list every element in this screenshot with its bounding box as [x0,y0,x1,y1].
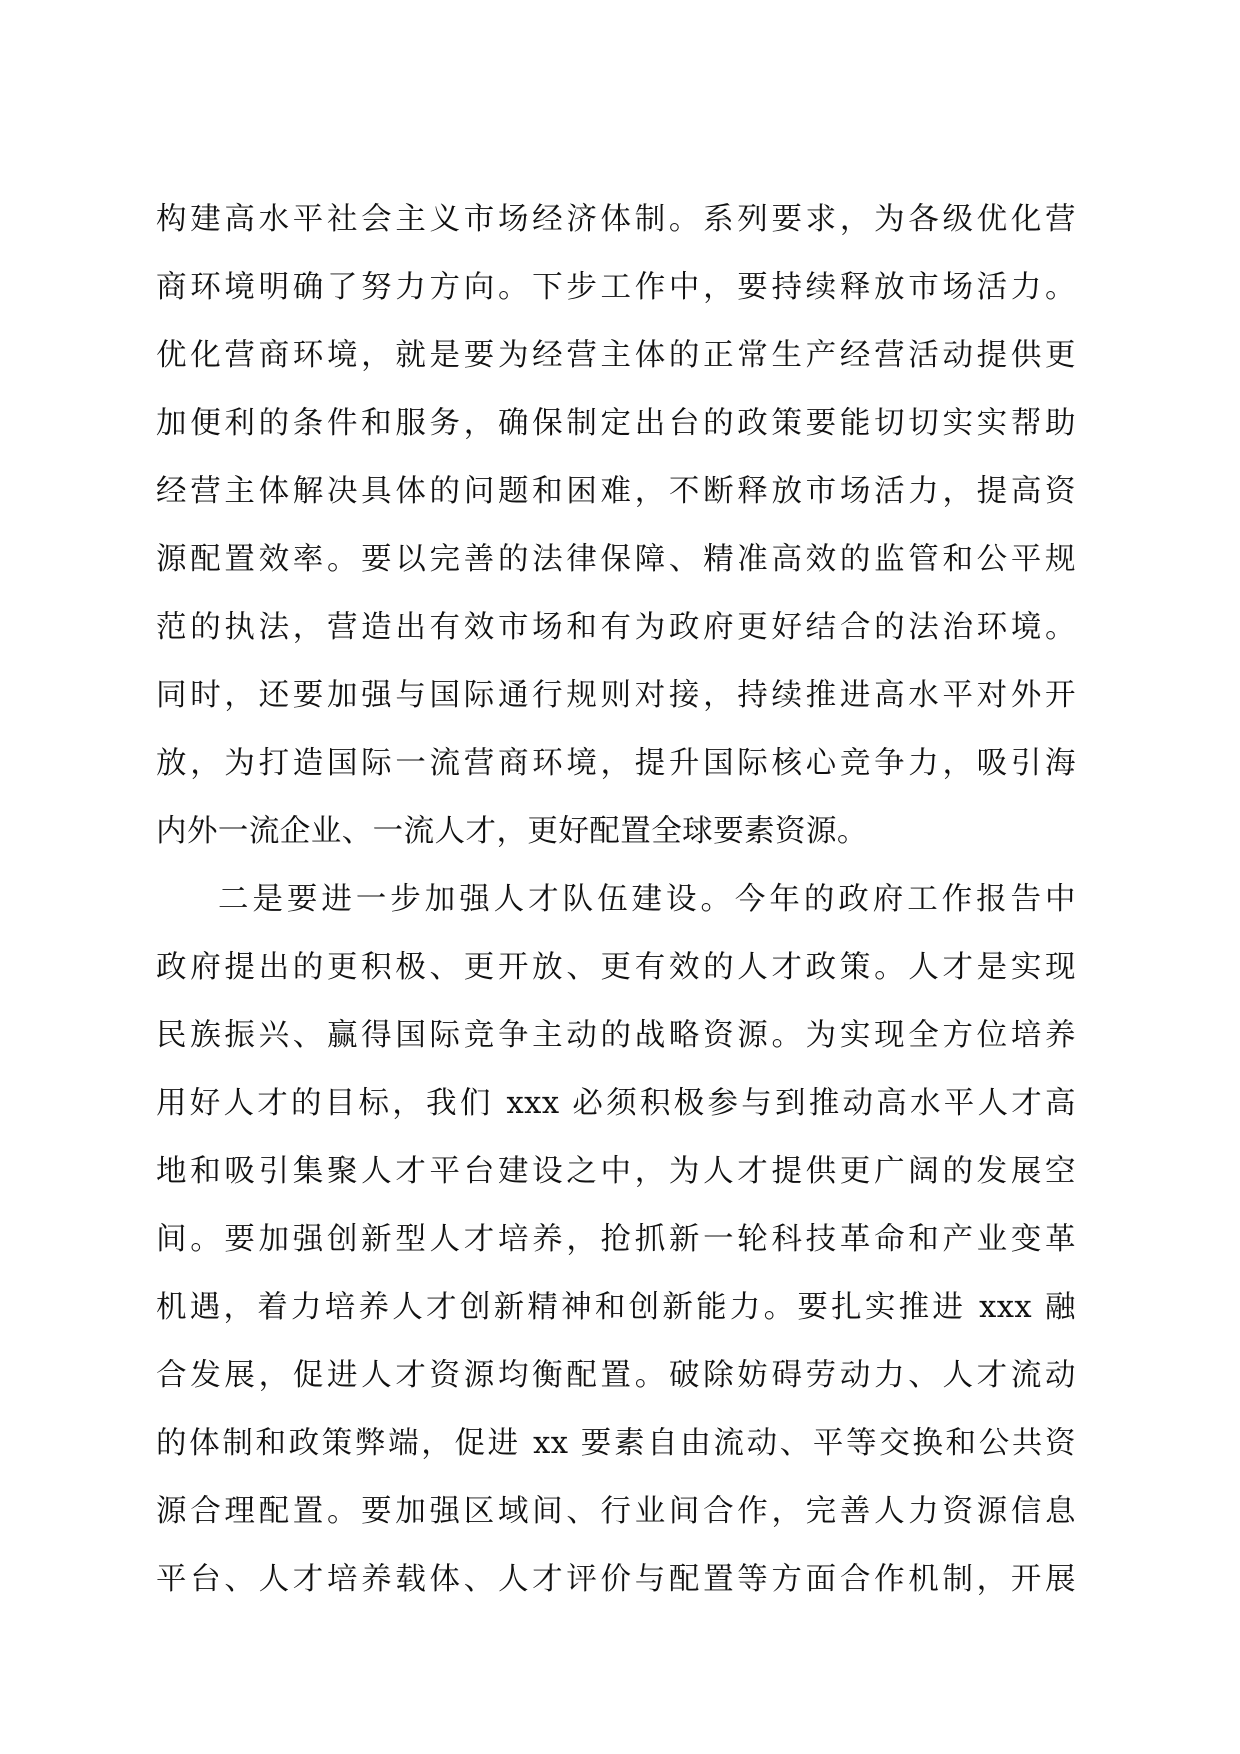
text-line: 机遇，着力培养人才创新精神和创新能力。要扎实推进 xxx 融 [156,1290,1076,1325]
text-line: 构建高水平社会主义市场经济体制。系列要求，为各级优化营 [156,202,1076,237]
text-line: 用好人才的目标，我们 xxx 必须积极参与到推动高水平人才高 [156,1086,1076,1121]
text-line: 平台、人才培养载体、人才评价与配置等方面合作机制，开展 [156,1562,1076,1597]
text-line: 放，为打造国际一流营商环境，提升国际核心竞争力，吸引海 [156,746,1076,781]
paragraph-first-line: 二是要进一步加强人才队伍建设。今年的政府工作报告中 [218,882,1076,917]
text-line: 政府提出的更积极、更开放、更有效的人才政策。人才是实现 [156,950,1076,985]
text-line: 内外一流企业、一流人才，更好配置全球要素资源。 [156,814,868,849]
text-line: 间。要加强创新型人才培养，抢抓新一轮科技革命和产业变革 [156,1222,1076,1257]
text-line: 源合理配置。要加强区域间、行业间合作，完善人力资源信息 [156,1494,1076,1529]
text-line: 民族振兴、赢得国际竞争主动的战略资源。为实现全方位培养 [156,1018,1076,1053]
text-line: 地和吸引集聚人才平台建设之中，为人才提供更广阔的发展空 [156,1154,1076,1189]
body-text [156,186,1076,1614]
text-line: 源配置效率。要以完善的法律保障、精准高效的监管和公平规 [156,542,1076,577]
text-line: 范的执法，营造出有效市场和有为政府更好结合的法治环境。 [156,610,1076,645]
text-line: 商环境明确了努力方向。下步工作中，要持续释放市场活力。 [156,270,1076,305]
text-line: 优化营商环境，就是要为经营主体的正常生产经营活动提供更 [156,338,1076,373]
text-line: 加便利的条件和服务，确保制定出台的政策要能切切实实帮助 [156,406,1076,441]
text-line: 经营主体解决具体的问题和困难，不断释放市场活力，提高资 [156,474,1076,509]
text-line: 同时，还要加强与国际通行规则对接，持续推进高水平对外开 [156,678,1076,713]
text-line: 合发展，促进人才资源均衡配置。破除妨碍劳动力、人才流动 [156,1358,1076,1393]
text-line: 的体制和政策弊端，促进 xx 要素自由流动、平等交换和公共资 [156,1426,1076,1461]
